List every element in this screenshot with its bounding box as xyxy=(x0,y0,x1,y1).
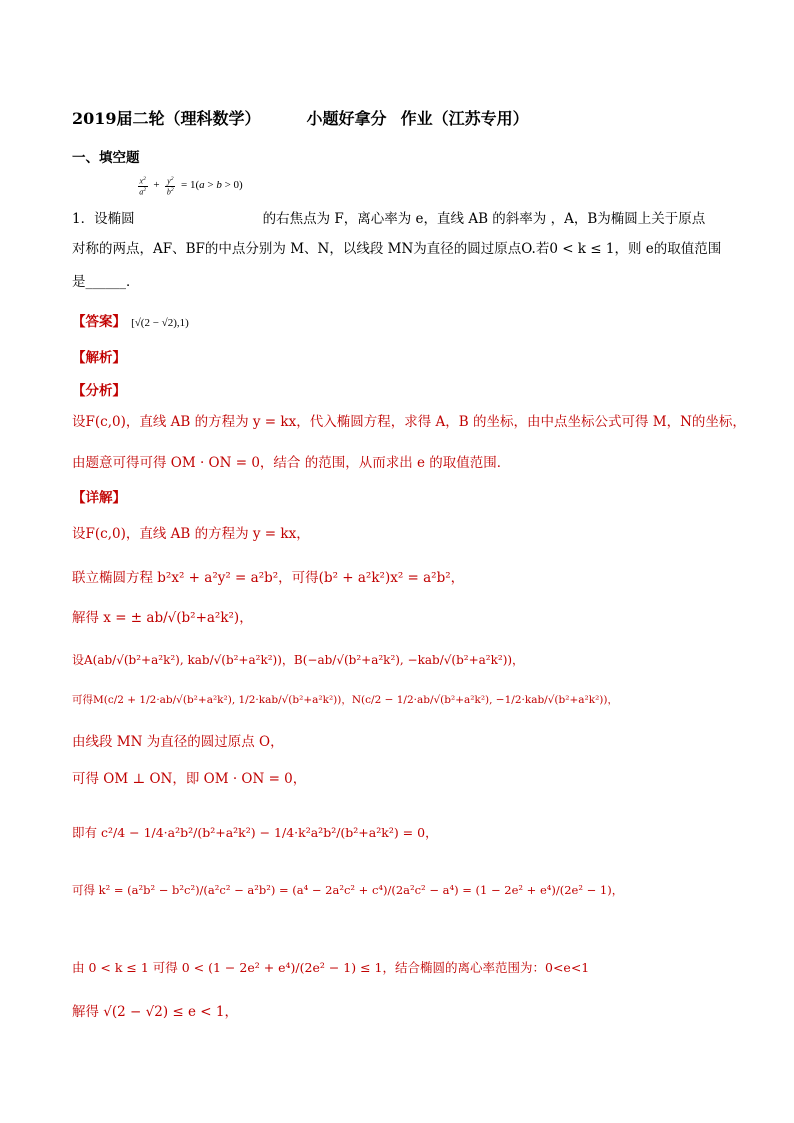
fenxi-label: 【分析】 xyxy=(72,383,126,399)
question-line-2: 对称的两点，AF、BF的中点分别为 M、N，以线段 MN为直径的圆过原点O.若0 < k ≤ 1，则 e的取值范围 xyxy=(72,241,722,257)
detail-step-3: 解得 x = ± ab/√(b²+a²k²)， xyxy=(72,610,253,626)
section-heading: 一、填空题 xyxy=(72,150,140,166)
detail-step-5: 可得M(c/2 + 1/2·ab/√(b²+a²k²), 1/2·kab/√(b²+a²k²))，N(c/2 − 1/2·ab/√(b²+a²k²), −1/2·kab/√(b²+a²k²))， xyxy=(72,694,618,706)
detail-step-6: 由线段 MN 为直径的圆过原点 O， xyxy=(72,734,284,750)
detail-step-9: 可得 k² = (a²b² − b²c²)/(a²c² − a²b²) = (a⁴ − 2a²c² + c⁴)/(2a²c² − a⁴) = (1 − 2e² + e⁴)/(2e² − 1)， xyxy=(72,883,624,897)
analysis-label: 【解析】 xyxy=(72,350,126,366)
detail-step-8: 即有 c²/4 − 1/4·a²b²/(b²+a²k²) − 1/4·k²a²b²/(b²+a²k²) = 0， xyxy=(72,825,438,840)
answer-value: [√(2 − √2),1) xyxy=(131,317,189,329)
page-title: 2019届二轮（理科数学） 小题好拿分 作业（江苏专用） xyxy=(72,109,529,128)
answer-label: 【答案】 xyxy=(72,314,126,330)
detail-step-7: 可得 OM ⊥ ON，即 OM · ON = 0， xyxy=(72,771,307,787)
detail-label: 【详解】 xyxy=(72,490,126,506)
detail-step-2: 联立椭圆方程 b²x² + a²y² = a²b²，可得(b² + a²k²)x² = a²b²， xyxy=(72,570,465,586)
detail-step-10: 由 0 < k ≤ 1 可得 0 < (1 − 2e² + e⁴)/(2e² − 1) ≤ 1，结合椭圆的离心率范围为：0<e<1 xyxy=(72,960,590,975)
question-line-3: 是______． xyxy=(72,274,140,290)
fenxi-line-1: 设F(c,0)，直线 AB 的方程为 y = kx，代入椭圆方程，求得 A，B 的坐标，由中点坐标公式可得 M，N的坐标， xyxy=(72,414,746,430)
question-formula-line: $\frac{x^2}{a^2}$ + $\frac{y^2}{b^2}$ = 1(a > b > 0) xyxy=(139,176,243,198)
detail-step-11: 解得 √(2 − √2) ≤ e < 1， xyxy=(72,1004,238,1020)
detail-step-1: 设F(c,0)，直线 AB 的方程为 y = kx， xyxy=(72,526,310,542)
answer-row xyxy=(72,310,189,330)
fenxi-line-2: 由题意可得可得 OM · ON = 0，结合 的范围，从而求出 e 的取值范围． xyxy=(72,455,511,471)
question-line-1: 1．设椭圆 的右焦点为 F，离心率为 e，直线 AB 的斜率为 ，A，B为椭圆上关于原点 xyxy=(72,211,706,227)
detail-step-4: 设A(ab/√(b²+a²k²), kab/√(b²+a²k²))，B(−ab/√(b²+a²k²), −kab/√(b²+a²k²))， xyxy=(72,653,525,667)
ellipse-formula: $\frac{x^2}{a^2}$ xyxy=(139,176,147,198)
